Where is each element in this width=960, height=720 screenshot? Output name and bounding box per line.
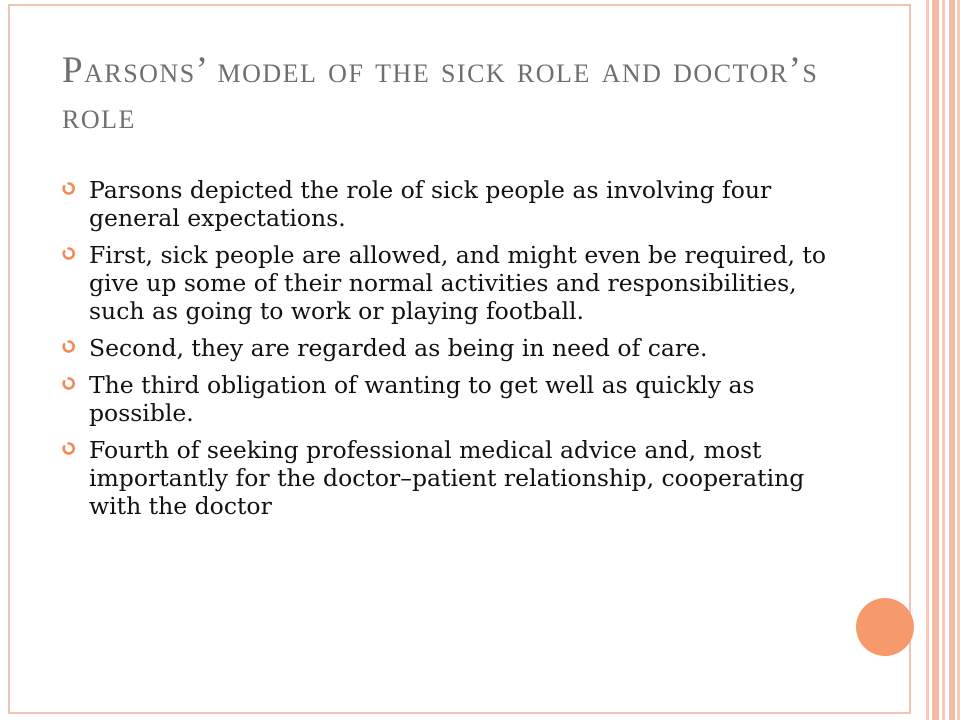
bullet-item (62, 436, 832, 520)
bullet-item (62, 334, 832, 362)
decorative-stripe (942, 0, 945, 720)
bullet-text: The third obligation of wanting to get well as quickly as possible. (89, 371, 755, 427)
bullet-item (62, 176, 832, 232)
bullet-item (62, 241, 832, 325)
bullet-text: First, sick people are allowed, and might even be required, to give up some of their normal activities and responsibilities, such as going to work or playing football. (89, 241, 827, 325)
bullet-text: Parsons depicted the role of sick people as involving four general expectations. (89, 176, 772, 232)
open-circle-bullet-icon (62, 377, 75, 392)
decorative-stripe (926, 0, 929, 720)
bullet-text: Fourth of seeking professional medical advice and, most importantly for the doctor–patient relationship, cooperating with the doctor (89, 436, 805, 520)
slide-title: Parsons’ model of the sick role and doctor’s role (62, 50, 819, 137)
bullet-text: Second, they are regarded as being in need of care. (89, 334, 708, 362)
orange-circle-icon (856, 598, 914, 656)
open-circle-bullet-icon (62, 247, 75, 262)
bullet-list (62, 176, 832, 529)
decorative-stripe (949, 0, 955, 720)
open-circle-bullet-icon (62, 442, 75, 457)
decorative-stripe (932, 0, 939, 720)
open-circle-bullet-icon (62, 182, 75, 197)
bullet-item (62, 371, 832, 427)
open-circle-bullet-icon (62, 340, 75, 355)
